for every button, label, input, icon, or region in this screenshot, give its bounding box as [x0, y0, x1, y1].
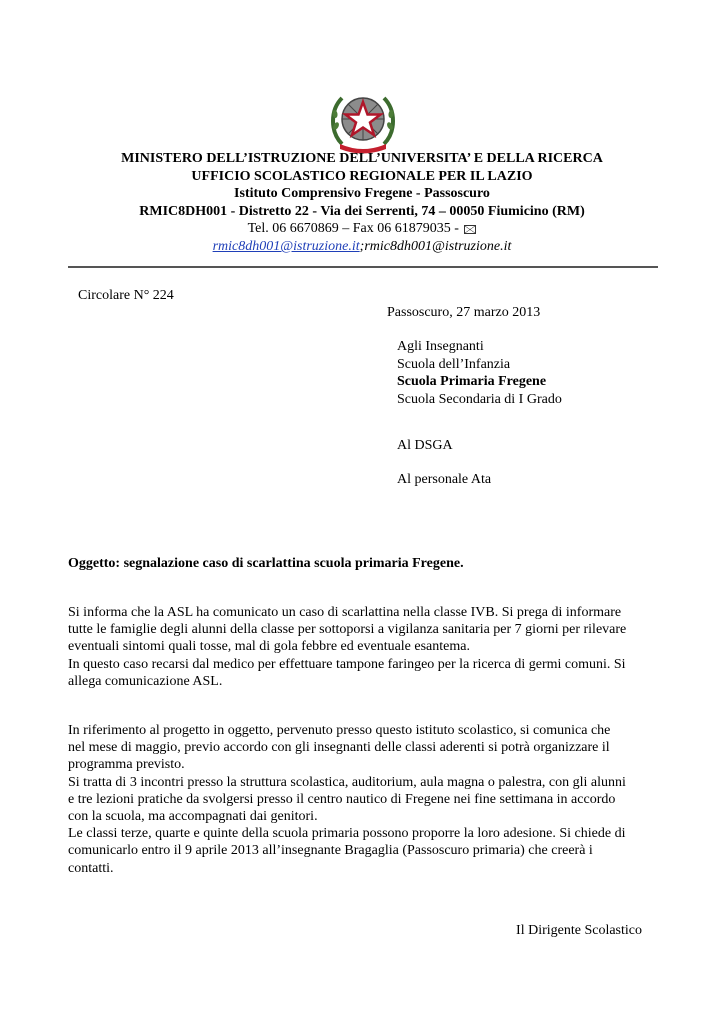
paragraph-line: allega comunicazione ASL. — [68, 673, 223, 689]
paragraph-line: Si tratta di 3 incontri presso la struttura scolastica, auditorium, aula magna o palestra, con gli alunni — [68, 774, 626, 790]
phone-fax: Tel. 06 6670869 – Fax 06 61879035 - — [247, 221, 459, 237]
paragraph-line: contatti. — [68, 860, 114, 876]
circular-number: Circolare N° 224 — [78, 288, 174, 303]
document-date: Passoscuro, 27 marzo 2013 — [387, 305, 541, 320]
paragraph-line: comunicarlo entro il 9 aprile 2013 all’insegnante Bragaglia (Passoscuro primaria) che creerà i — [68, 843, 593, 859]
recipient-dsga: Al DSGA — [397, 438, 453, 453]
recipient-primaria: Scuola Primaria Fregene — [397, 374, 547, 389]
body-paragraph-2 — [68, 722, 658, 877]
envelope-icon — [464, 225, 476, 234]
recipients-block — [397, 338, 562, 408]
signature-title: Il Dirigente Scolastico — [516, 923, 642, 938]
paragraph-line: programma previsto. — [68, 757, 185, 773]
institute-address: RMIC8DH001 - Distretto 22 - Via dei Serrenti, 74 – 00050 Fiumicino (RM) — [139, 203, 585, 219]
paragraph-line: In riferimento al progetto in oggetto, pervenuto presso questo istituto scolastico, si comunica che — [68, 723, 611, 738]
paragraph-line: eventuali sintomi quali tosse, mal di gola febbre ed eventuale esantema. — [68, 639, 470, 655]
email-text: rmic8dh001@istruzione.it — [364, 238, 512, 254]
recipient-ata: Al personale Ata — [397, 472, 492, 487]
header-divider — [68, 266, 658, 268]
subject-line: Oggetto: segnalazione caso di scarlattina scuola primaria Fregene. — [68, 556, 464, 571]
body-paragraph-1 — [68, 604, 658, 690]
paragraph-line: tutte le famiglie degli alunni della classe per sottoporsi a vigilanza sanitaria per 7 giorni per rilevare — [68, 622, 627, 638]
italian-republic-emblem-icon — [328, 86, 398, 154]
paragraph-line: Le classi terze, quarte e quinte della scuola primaria possono proporre la loro adesione. Si chiede di — [68, 826, 626, 842]
recipient-secondaria: Scuola Secondaria di I Grado — [397, 391, 562, 407]
paragraph-line: nel mese di maggio, previo accordo con gli insegnanti delle classi aderenti si potrà organizzare il — [68, 740, 610, 756]
ministry-name: MINISTERO DELL’ISTRUZIONE DELL’UNIVERSITA’ E DELLA RICERCA — [121, 151, 603, 166]
institute-name: Istituto Comprensivo Fregene - Passoscuro — [234, 186, 490, 202]
email-separator: ; — [359, 238, 365, 254]
email-line — [40, 238, 684, 256]
contact-line — [40, 220, 684, 238]
email-link[interactable]: rmic8dh001@istruzione.it — [212, 238, 360, 254]
regional-office: UFFICIO SCOLASTICO REGIONALE PER IL LAZIO — [191, 168, 533, 184]
paragraph-line: Si informa che la ASL ha comunicato un caso di scarlattina nella classe IVB. Si prega di informare — [68, 605, 622, 620]
letterhead — [40, 150, 684, 256]
paragraph-line: In questo caso recarsi dal medico per effettuare tampone faringeo per la ricerca di germi comuni. Si — [68, 656, 626, 672]
recipient-infanzia: Scuola dell’Infanzia — [397, 356, 511, 372]
paragraph-line: con la scuola, ma accompagnati dai genitori. — [68, 809, 318, 825]
recipient-teachers: Agli Insegnanti — [397, 339, 484, 354]
paragraph-line: e tre lezioni pratiche da svolgersi presso il centro nautico di Fregene nei fine settimana in accordo — [68, 791, 616, 807]
